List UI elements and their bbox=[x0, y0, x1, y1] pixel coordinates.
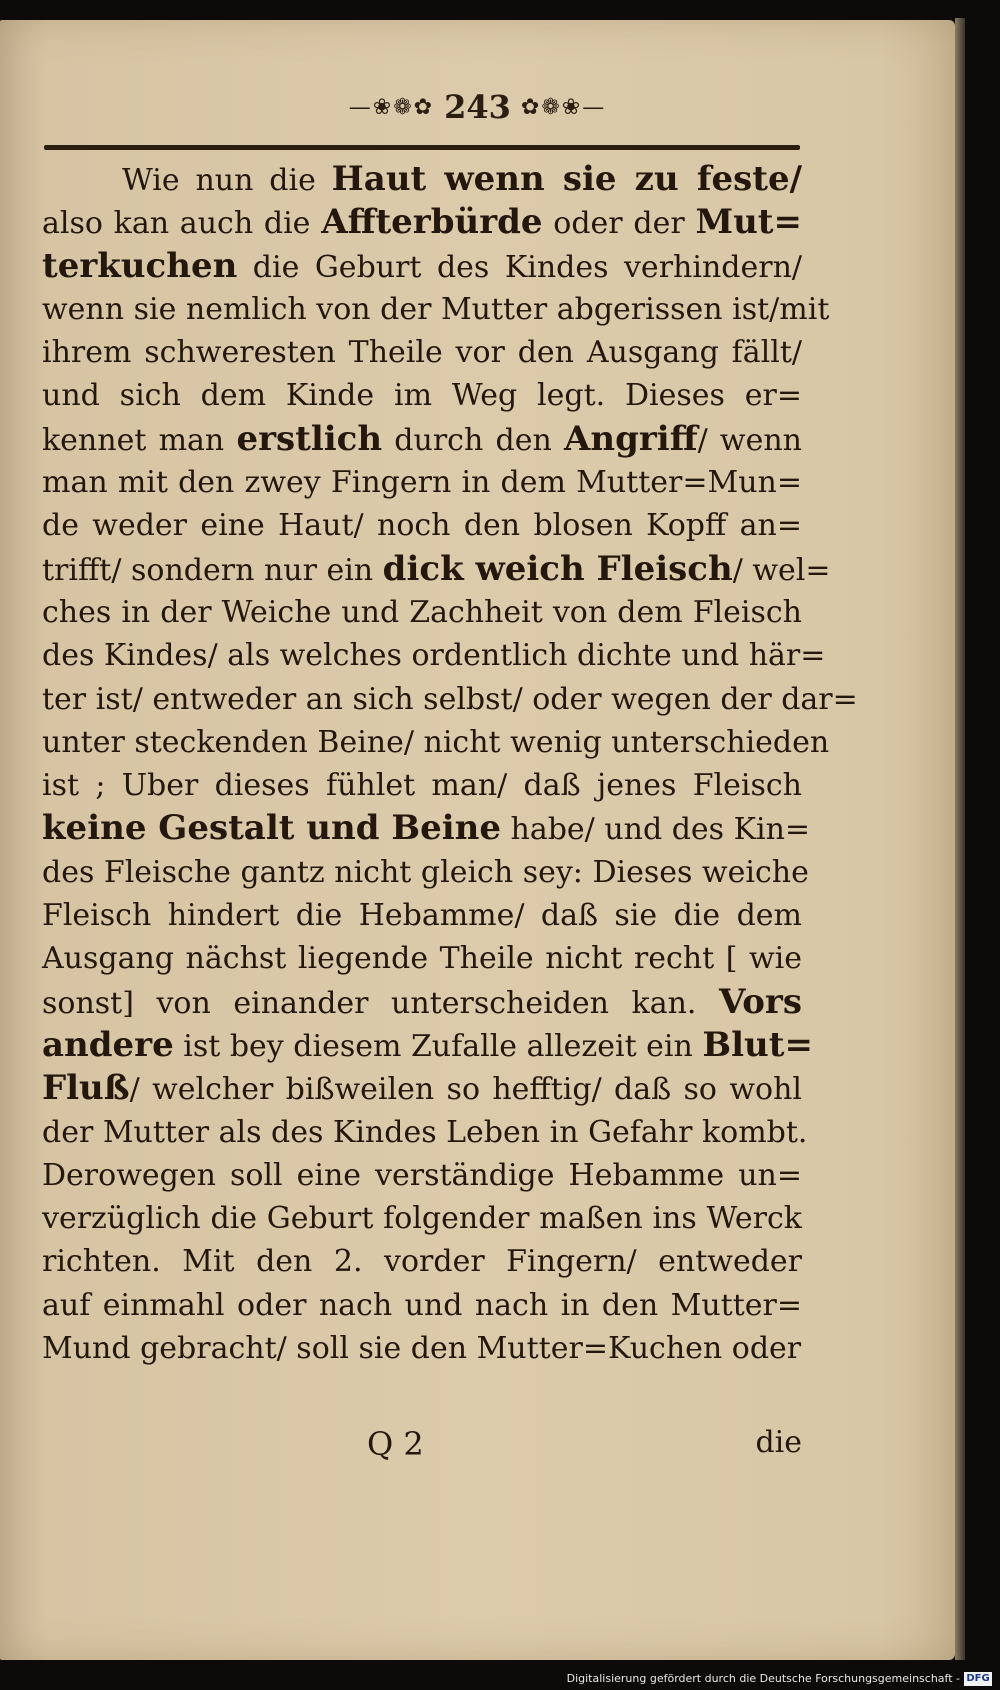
ornament-left: —❀❁✿ bbox=[348, 94, 435, 120]
emphasized-text: Vors bbox=[719, 981, 802, 1022]
text-segment: verzüglich die Geburt folgender maßen ins Werck bbox=[42, 1201, 802, 1237]
text-segment: die Geburt des Kindes verhindern/ bbox=[237, 249, 802, 285]
text-segment: / wel= bbox=[732, 552, 831, 588]
emphasized-text: Blut= bbox=[702, 1024, 813, 1065]
text-segment: auf einmahl oder nach und nach in den Mutter= bbox=[42, 1287, 802, 1323]
text-line bbox=[42, 288, 830, 331]
text-segment: Derowegen soll eine verständige Hebamme un= bbox=[42, 1157, 802, 1193]
text-line bbox=[42, 1111, 808, 1154]
text-line bbox=[42, 807, 811, 850]
text-segment: / welcher bißweilen so hefftig/ daß so wohl bbox=[129, 1072, 802, 1108]
text-line bbox=[42, 1154, 802, 1197]
text-segment: habe/ und des Kin= bbox=[500, 812, 811, 848]
text-segment: man mit den zwey Fingern in dem Mutter=Mun= bbox=[42, 465, 802, 501]
emphasized-text: Fluß bbox=[42, 1068, 130, 1109]
text-segment: / wenn bbox=[697, 422, 802, 458]
text-segment: de weder eine Haut/ noch den blosen Kopff an= bbox=[42, 508, 802, 544]
dfg-logo: DFG bbox=[964, 1672, 992, 1686]
text-line bbox=[42, 331, 802, 374]
text-segment: Wie nun die bbox=[122, 163, 332, 198]
emphasized-text: Mut= bbox=[695, 202, 802, 243]
text-line bbox=[42, 1024, 813, 1067]
emphasized-text: andere bbox=[42, 1024, 174, 1065]
text-segment: des Kindes/ als welches ordentlich dichte und här= bbox=[42, 638, 826, 674]
text-segment: ist ; Uber dieses fühlet man/ daß jenes Fleisch bbox=[42, 768, 802, 804]
text-line bbox=[42, 1327, 802, 1370]
text-line bbox=[42, 158, 802, 201]
text-segment: wenn sie nemlich von der Mutter abgerissen ist/mit bbox=[42, 291, 830, 327]
emphasized-text: erstlich bbox=[236, 418, 383, 459]
signature-mark: Q 2 bbox=[367, 1425, 424, 1463]
text-segment: durch den bbox=[382, 422, 564, 458]
text-segment: oder der bbox=[542, 206, 696, 242]
text-segment: richten. Mit den 2. vorder Fingern/ entweder bbox=[42, 1244, 802, 1280]
text-segment: kennet man bbox=[42, 422, 237, 458]
text-line bbox=[42, 1284, 802, 1327]
text-line bbox=[42, 764, 802, 807]
page-number: 243 bbox=[444, 88, 511, 126]
text-line bbox=[42, 418, 802, 461]
emphasized-text: Haut wenn sie zu feste/ bbox=[331, 159, 802, 199]
emphasized-text: keine Gestalt und Beine bbox=[42, 808, 501, 849]
emphasized-text: Angriff bbox=[564, 418, 698, 459]
text-segment: trifft/ sondern nur ein bbox=[42, 552, 383, 588]
text-line bbox=[42, 937, 802, 980]
ornament-right: ✿❁❀— bbox=[520, 94, 607, 120]
text-segment: Mund gebracht/ soll sie den Mutter=Kuchen oder bbox=[42, 1331, 802, 1367]
text-line bbox=[42, 634, 826, 677]
text-line bbox=[42, 981, 802, 1024]
text-segment: des Fleische gantz nicht gleich sey: Dieses weiche bbox=[42, 854, 809, 890]
text-line bbox=[42, 678, 858, 721]
text-segment: ist bey diesem Zufalle allezeit ein bbox=[173, 1028, 703, 1064]
emphasized-text: Affterbürde bbox=[321, 202, 543, 243]
text-line bbox=[42, 374, 802, 417]
text-segment: und sich dem Kinde im Weg legt. Dieses er= bbox=[42, 378, 802, 414]
text-line bbox=[42, 721, 830, 764]
text-line bbox=[42, 894, 802, 937]
page-edge bbox=[955, 18, 965, 1660]
text-segment: Ausgang nächst liegende Theile nicht recht [ wie bbox=[42, 941, 802, 977]
text-segment: der Mutter als des Kindes Leben in Gefahr kombt. bbox=[42, 1114, 808, 1150]
digitization-credit: Digitalisierung gefördert durch die Deutsche Forschungsgemeinschaft - bbox=[566, 1672, 960, 1685]
text-line bbox=[42, 461, 802, 504]
emphasized-text: terkuchen bbox=[42, 245, 238, 286]
text-segment: sonst] von einander unterscheiden kan. bbox=[42, 985, 719, 1021]
text-line bbox=[42, 1067, 802, 1110]
running-head bbox=[0, 88, 955, 126]
text-line bbox=[42, 1240, 802, 1283]
text-line bbox=[42, 245, 802, 288]
text-line bbox=[42, 851, 809, 894]
text-line bbox=[42, 1197, 802, 1240]
text-line bbox=[42, 591, 802, 634]
emphasized-text: dick weich Fleisch bbox=[382, 548, 733, 589]
header-rule bbox=[44, 145, 800, 150]
catchword: die bbox=[755, 1425, 802, 1460]
text-segment: ches in der Weiche und Zachheit von dem Fleisch bbox=[42, 594, 802, 630]
text-line bbox=[42, 504, 802, 547]
text-segment: Fleisch hindert die Hebamme/ daß sie die dem bbox=[42, 898, 802, 934]
body-text bbox=[42, 158, 858, 1370]
text-segment: unter steckenden Beine/ nicht wenig unterschieden bbox=[42, 724, 830, 760]
text-segment: ihrem schweresten Theile vor den Ausgang fällt/ bbox=[42, 335, 802, 371]
page-foot bbox=[42, 1425, 802, 1475]
text-line bbox=[42, 548, 831, 591]
text-segment: also kan auch die bbox=[42, 206, 322, 242]
text-segment: ter ist/ entweder an sich selbst/ oder wegen der dar= bbox=[42, 681, 858, 717]
text-line bbox=[42, 201, 802, 244]
